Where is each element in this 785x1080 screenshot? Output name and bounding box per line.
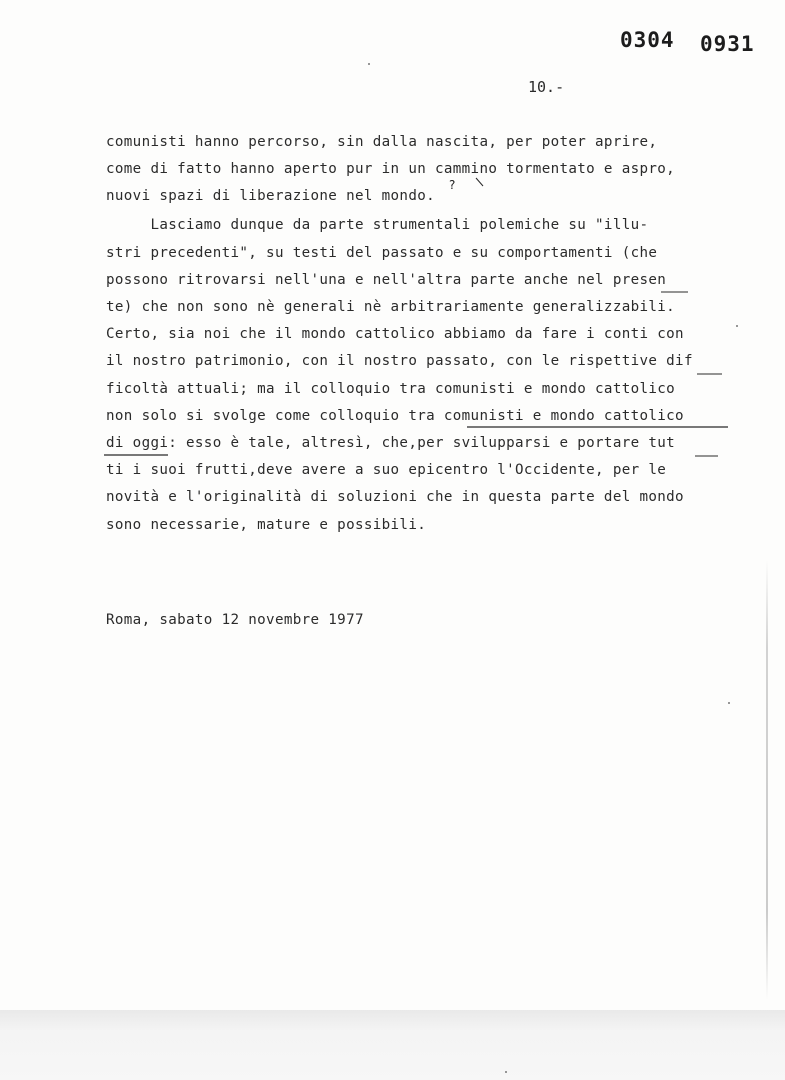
body-line: possono ritrovarsi nell'una e nell'altra parte anche nel presen xyxy=(106,272,667,288)
archive-stamp-left: 0304 xyxy=(620,28,675,52)
body-line: ti i suoi frutti,deve avere a suo epicentro l'Occidente, per le xyxy=(106,462,667,478)
archive-stamp-right: 0931 xyxy=(700,32,755,56)
scan-speck xyxy=(368,63,370,65)
body-line: Certo, sia noi che il mondo cattolico abbiamo da fare i conti con xyxy=(106,326,684,342)
place-date-line: Roma, sabato 12 novembre 1977 xyxy=(106,612,364,628)
body-line: il nostro patrimonio, con il nostro passato, con le rispettive dif xyxy=(106,353,693,369)
page-edge-shadow xyxy=(766,560,768,1000)
body-line: Lasciamo dunque da parte strumentali polemiche su "illu- xyxy=(106,217,649,233)
body-line: nuovi spazi di liberazione nel mondo. xyxy=(106,188,435,204)
scan-speck xyxy=(736,325,738,327)
body-line: sono necessarie, mature e possibili. xyxy=(106,517,427,533)
body-line: di oggi: esso è tale, altresì, che,per svilupparsi e portare tut xyxy=(106,435,676,451)
body-line: come di fatto hanno aperto pur in un cammino tormentato e aspro, xyxy=(106,161,676,177)
body-line: stri precedenti", su testi del passato e su comportamenti (che xyxy=(106,245,658,261)
body-line: ficoltà attuali; ma il colloquio tra comunisti e mondo cattolico xyxy=(106,381,676,397)
page-number: 10.- xyxy=(528,78,565,96)
scan-speck xyxy=(505,1071,507,1073)
scan-edge-band xyxy=(0,1010,785,1080)
handwritten-tick xyxy=(476,178,483,186)
body-line: comunisti hanno percorso, sin dalla nascita, per poter aprire, xyxy=(106,134,658,150)
body-line: non solo si svolge come colloquio tra comunisti e mondo cattolico xyxy=(106,408,684,424)
body-line: te) che non sono nè generali nè arbitrariamente generalizzabili. xyxy=(106,299,676,315)
scan-speck xyxy=(728,702,730,704)
handwritten-annotation-mark: ? xyxy=(449,178,456,192)
body-line: novità e l'originalità di soluzioni che in questa parte del mondo xyxy=(106,489,684,505)
